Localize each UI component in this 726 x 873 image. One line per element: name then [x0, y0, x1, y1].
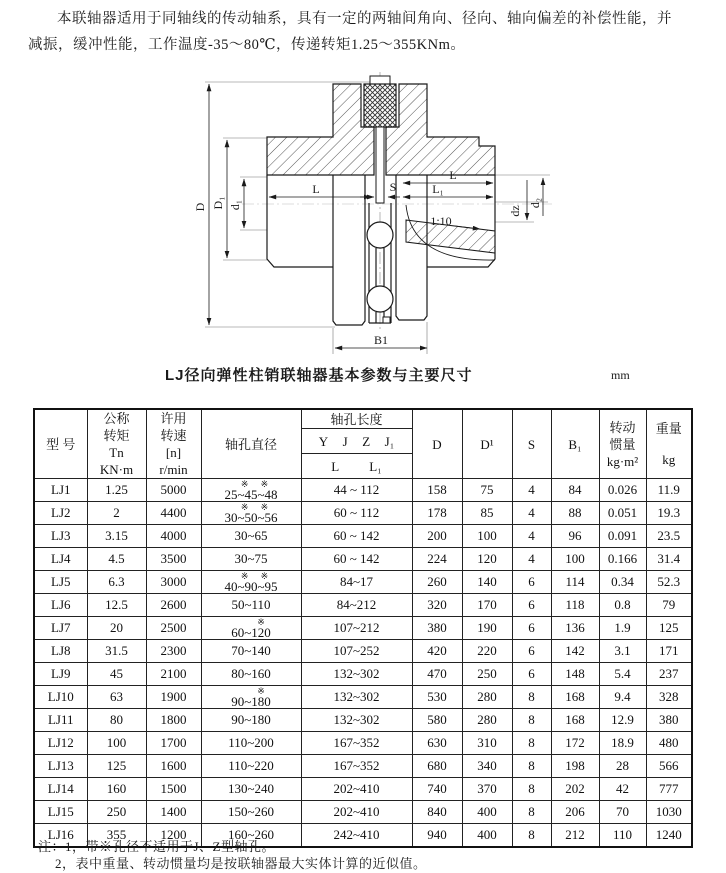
cell-dia: ※ 90~180: [201, 686, 301, 709]
cell-weight: 380: [646, 709, 692, 732]
right-hub-section: [386, 84, 495, 175]
cell-torque: 45: [87, 663, 146, 686]
cell-weight: 171: [646, 640, 692, 663]
cell-weight: 1240: [646, 824, 692, 848]
cell-speed: 2300: [146, 640, 201, 663]
pin-rod: [376, 127, 384, 203]
table-row: [34, 548, 692, 571]
cell-D1: 370: [462, 778, 512, 801]
cell-model: LJ14: [34, 778, 87, 801]
cell-weight: 52.3: [646, 571, 692, 594]
col-header-B1: B₁: [551, 409, 599, 479]
pin-cap: [370, 76, 390, 84]
cell-B1: 96: [551, 525, 599, 548]
cell-B1: 88: [551, 502, 599, 525]
cell-S: 8: [512, 778, 551, 801]
cell-model: LJ1: [34, 479, 87, 502]
cell-torque: 6.3: [87, 571, 146, 594]
col-header-inertia: 转动 惯量 kg·m²: [599, 409, 646, 479]
cell-D: 320: [412, 594, 462, 617]
cell-inertia: 9.4: [599, 686, 646, 709]
cell-dia: ※ 60~120: [201, 617, 301, 640]
table-row: [34, 502, 692, 525]
footnotes: [38, 838, 427, 872]
cell-inertia: 0.166: [599, 548, 646, 571]
cell-len: 84~17: [301, 571, 412, 594]
left-hub-section: [267, 84, 374, 175]
cell-torque: 355: [87, 824, 146, 848]
cell-D1: 400: [462, 824, 512, 848]
cell-D: 158: [412, 479, 462, 502]
cell-D1: 75: [462, 479, 512, 502]
cell-B1: 198: [551, 755, 599, 778]
cell-B1: 212: [551, 824, 599, 848]
table-row: [34, 755, 692, 778]
cell-len: 107~212: [301, 617, 412, 640]
cell-model: LJ6: [34, 594, 87, 617]
cell-B1: 142: [551, 640, 599, 663]
table-row: [34, 663, 692, 686]
cell-dia: 110~200: [201, 732, 301, 755]
dim-label-L-right: L: [449, 168, 457, 182]
cell-torque: 63: [87, 686, 146, 709]
dim-label-d1: d₁: [228, 199, 242, 211]
col-header-D: D: [412, 409, 462, 479]
cell-D1: 280: [462, 709, 512, 732]
cell-dia: 50~110: [201, 594, 301, 617]
cell-torque: 1.25: [87, 479, 146, 502]
table-row: [34, 594, 692, 617]
coupling-drawing: [150, 70, 590, 360]
cell-model: LJ5: [34, 571, 87, 594]
cell-D: 470: [412, 663, 462, 686]
cell-weight: 79: [646, 594, 692, 617]
asterisk-marks: ※ ※: [240, 570, 274, 581]
cell-S: 4: [512, 502, 551, 525]
table-row: [34, 525, 692, 548]
cell-inertia: 28: [599, 755, 646, 778]
cell-B1: 136: [551, 617, 599, 640]
cell-D: 260: [412, 571, 462, 594]
cell-D1: 400: [462, 801, 512, 824]
cell-speed: 4400: [146, 502, 201, 525]
cell-weight: 11.9: [646, 479, 692, 502]
table-row: [34, 801, 692, 824]
cell-dia: 30~65: [201, 525, 301, 548]
cell-D: 380: [412, 617, 462, 640]
parameter-table: [33, 408, 693, 848]
col-header-D1: D¹: [462, 409, 512, 479]
cell-speed: 5000: [146, 479, 201, 502]
cell-weight: 328: [646, 686, 692, 709]
cell-S: 6: [512, 594, 551, 617]
table-row: [34, 778, 692, 801]
cell-D1: 85: [462, 502, 512, 525]
cell-dia: ※ ※ 25~45~48: [201, 479, 301, 502]
cell-S: 6: [512, 663, 551, 686]
cell-torque: 250: [87, 801, 146, 824]
cell-speed: 1400: [146, 801, 201, 824]
cell-D1: 340: [462, 755, 512, 778]
cell-speed: 1800: [146, 709, 201, 732]
cell-speed: 2600: [146, 594, 201, 617]
cell-D: 420: [412, 640, 462, 663]
cell-len: 242~410: [301, 824, 412, 848]
table-row: [34, 732, 692, 755]
cell-D: 200: [412, 525, 462, 548]
cell-B1: 202: [551, 778, 599, 801]
cell-len: 132~302: [301, 709, 412, 732]
cell-B1: 148: [551, 663, 599, 686]
cell-D1: 250: [462, 663, 512, 686]
cell-dia: ※ ※ 30~50~56: [201, 502, 301, 525]
elastic-pin-element: [364, 84, 396, 127]
table-row: [34, 571, 692, 594]
col-header-speed: 许用 转速 [n] r/min: [146, 409, 201, 479]
asterisk-marks: ※ ※: [240, 501, 274, 512]
cell-torque: 20: [87, 617, 146, 640]
cell-weight: 31.4: [646, 548, 692, 571]
cell-D: 178: [412, 502, 462, 525]
cell-speed: 4000: [146, 525, 201, 548]
cell-D: 530: [412, 686, 462, 709]
cell-B1: 168: [551, 709, 599, 732]
cell-torque: 80: [87, 709, 146, 732]
cell-weight: 566: [646, 755, 692, 778]
col-header-bore-len: 轴孔长度: [301, 409, 412, 429]
table-row: [34, 709, 692, 732]
table-body: [34, 479, 692, 848]
dim-label-dz: dz: [508, 205, 522, 217]
cell-inertia: 12.9: [599, 709, 646, 732]
cell-D: 580: [412, 709, 462, 732]
cell-len: 44 ~ 112: [301, 479, 412, 502]
cell-S: 4: [512, 525, 551, 548]
cell-len: 107~252: [301, 640, 412, 663]
cell-inertia: 110: [599, 824, 646, 848]
cell-len: 60 ~ 142: [301, 525, 412, 548]
cell-len: 60 ~ 112: [301, 502, 412, 525]
cell-weight: 19.3: [646, 502, 692, 525]
asterisk-marks: ※: [257, 616, 265, 627]
cell-B1: 114: [551, 571, 599, 594]
cell-model: LJ8: [34, 640, 87, 663]
table-row: [34, 640, 692, 663]
intro-paragraph: [28, 6, 700, 58]
cell-D: 224: [412, 548, 462, 571]
table-title: LJ径向弹性柱销联轴器基本参数与主要尺寸: [165, 367, 473, 384]
cell-weight: 23.5: [646, 525, 692, 548]
cell-torque: 4.5: [87, 548, 146, 571]
cell-model: LJ3: [34, 525, 87, 548]
cell-len: 60 ~ 142: [301, 548, 412, 571]
cell-S: 6: [512, 571, 551, 594]
cell-inertia: 0.051: [599, 502, 646, 525]
cell-torque: 2: [87, 502, 146, 525]
cell-D1: 140: [462, 571, 512, 594]
cell-weight: 777: [646, 778, 692, 801]
footnote-1: 注：1，带※孔径不适用于J、Z型轴孔。: [38, 839, 276, 854]
cell-B1: 172: [551, 732, 599, 755]
cell-torque: 31.5: [87, 640, 146, 663]
cell-dia: 90~180: [201, 709, 301, 732]
cell-model: LJ15: [34, 801, 87, 824]
col-header-model: 型 号: [34, 409, 87, 479]
table-row: [34, 617, 692, 640]
cell-model: LJ9: [34, 663, 87, 686]
cell-S: 8: [512, 755, 551, 778]
col-header-weight: 重量 kg: [646, 409, 692, 479]
col-header-bore-len-LL1: L L₁: [301, 454, 412, 479]
cell-D1: 170: [462, 594, 512, 617]
cell-speed: 1500: [146, 778, 201, 801]
cell-weight: 125: [646, 617, 692, 640]
cell-speed: 1700: [146, 732, 201, 755]
cell-dia: 30~75: [201, 548, 301, 571]
col-header-torque: 公称 转矩 Tn KN·m: [87, 409, 146, 479]
cell-weight: 237: [646, 663, 692, 686]
cell-model: LJ7: [34, 617, 87, 640]
dim-label-S: S: [389, 180, 397, 194]
cell-D1: 220: [462, 640, 512, 663]
cell-S: 6: [512, 640, 551, 663]
table-row: [34, 479, 692, 502]
cell-dia: 160~260: [201, 824, 301, 848]
cell-torque: 12.5: [87, 594, 146, 617]
col-header-bore-len-types: Y J Z J₁: [301, 429, 412, 454]
cell-D1: 280: [462, 686, 512, 709]
cell-torque: 100: [87, 732, 146, 755]
cell-torque: 160: [87, 778, 146, 801]
dim-label-B1: B1: [373, 333, 389, 347]
cell-weight: 480: [646, 732, 692, 755]
cell-model: LJ16: [34, 824, 87, 848]
cell-model: LJ11: [34, 709, 87, 732]
cell-inertia: 0.026: [599, 479, 646, 502]
cell-model: LJ12: [34, 732, 87, 755]
dim-label-L1: L₁: [432, 182, 444, 196]
cell-len: 202~410: [301, 778, 412, 801]
cell-dia: 110~220: [201, 755, 301, 778]
footnote-2: 2，表中重量、转动惯量均是按联轴器最大实体计算的近似值。: [55, 856, 427, 871]
cell-inertia: 0.8: [599, 594, 646, 617]
dim-label-d2: d₂: [528, 197, 542, 209]
asterisk-marks: ※: [257, 685, 265, 696]
cell-B1: 168: [551, 686, 599, 709]
cell-inertia: 0.34: [599, 571, 646, 594]
table-header: [34, 409, 692, 479]
cell-inertia: 3.1: [599, 640, 646, 663]
cell-inertia: 5.4: [599, 663, 646, 686]
cell-S: 4: [512, 548, 551, 571]
cell-B1: 118: [551, 594, 599, 617]
cell-torque: 3.15: [87, 525, 146, 548]
cell-speed: 2100: [146, 663, 201, 686]
table-row: [34, 686, 692, 709]
cell-S: 8: [512, 824, 551, 848]
cell-speed: 1900: [146, 686, 201, 709]
cell-model: LJ4: [34, 548, 87, 571]
cell-inertia: 0.091: [599, 525, 646, 548]
cell-inertia: 70: [599, 801, 646, 824]
cell-S: 6: [512, 617, 551, 640]
intro-line-1: 本联轴器适用于同轴线的传动轴系，具有一定的两轴间角向、径向、轴向偏差的补偿性能，并: [57, 11, 672, 27]
cell-D: 940: [412, 824, 462, 848]
cell-S: 8: [512, 686, 551, 709]
cell-weight: 1030: [646, 801, 692, 824]
cell-len: 84~212: [301, 594, 412, 617]
coupling-section-figure: [150, 70, 590, 360]
dim-label-D: D: [193, 202, 207, 212]
cell-D1: 310: [462, 732, 512, 755]
col-header-bore-dia: 轴孔直径: [201, 409, 301, 479]
cell-model: LJ13: [34, 755, 87, 778]
cell-inertia: 42: [599, 778, 646, 801]
cell-inertia: 1.9: [599, 617, 646, 640]
cell-S: 8: [512, 732, 551, 755]
cell-speed: 3000: [146, 571, 201, 594]
unit-label: mm: [611, 368, 630, 382]
table-title-row: [33, 364, 691, 386]
cell-D1: 190: [462, 617, 512, 640]
cell-dia: 150~260: [201, 801, 301, 824]
cell-model: LJ10: [34, 686, 87, 709]
dim-label-L-left: L: [312, 182, 320, 196]
cell-D: 840: [412, 801, 462, 824]
dim-label-D1: D₁: [211, 196, 225, 210]
cell-D: 740: [412, 778, 462, 801]
cell-len: 167~352: [301, 732, 412, 755]
intro-line-2: 减振，缓冲性能，工作温度-35～80℃，传递转矩1.25～355KNm。: [28, 37, 466, 53]
cell-speed: 1600: [146, 755, 201, 778]
cell-B1: 84: [551, 479, 599, 502]
cell-speed: 2500: [146, 617, 201, 640]
cell-dia: 70~140: [201, 640, 301, 663]
cell-len: 202~410: [301, 801, 412, 824]
cell-S: 4: [512, 479, 551, 502]
cell-len: 132~302: [301, 686, 412, 709]
cell-len: 132~302: [301, 663, 412, 686]
cell-D1: 120: [462, 548, 512, 571]
cell-dia: 80~160: [201, 663, 301, 686]
cell-D: 680: [412, 755, 462, 778]
cell-B1: 206: [551, 801, 599, 824]
col-header-S: S: [512, 409, 551, 479]
cell-dia: ※ ※ 40~90~95: [201, 571, 301, 594]
asterisk-marks: ※ ※: [240, 478, 274, 489]
cell-speed: 3500: [146, 548, 201, 571]
cell-model: LJ2: [34, 502, 87, 525]
cell-B1: 100: [551, 548, 599, 571]
taper-label: 1:10: [430, 214, 452, 228]
cell-S: 8: [512, 709, 551, 732]
cell-speed: 1200: [146, 824, 201, 848]
cell-dia: 130~240: [201, 778, 301, 801]
cell-S: 8: [512, 801, 551, 824]
cell-D1: 100: [462, 525, 512, 548]
cell-len: 167~352: [301, 755, 412, 778]
cell-torque: 125: [87, 755, 146, 778]
cell-inertia: 18.9: [599, 732, 646, 755]
cell-D: 630: [412, 732, 462, 755]
